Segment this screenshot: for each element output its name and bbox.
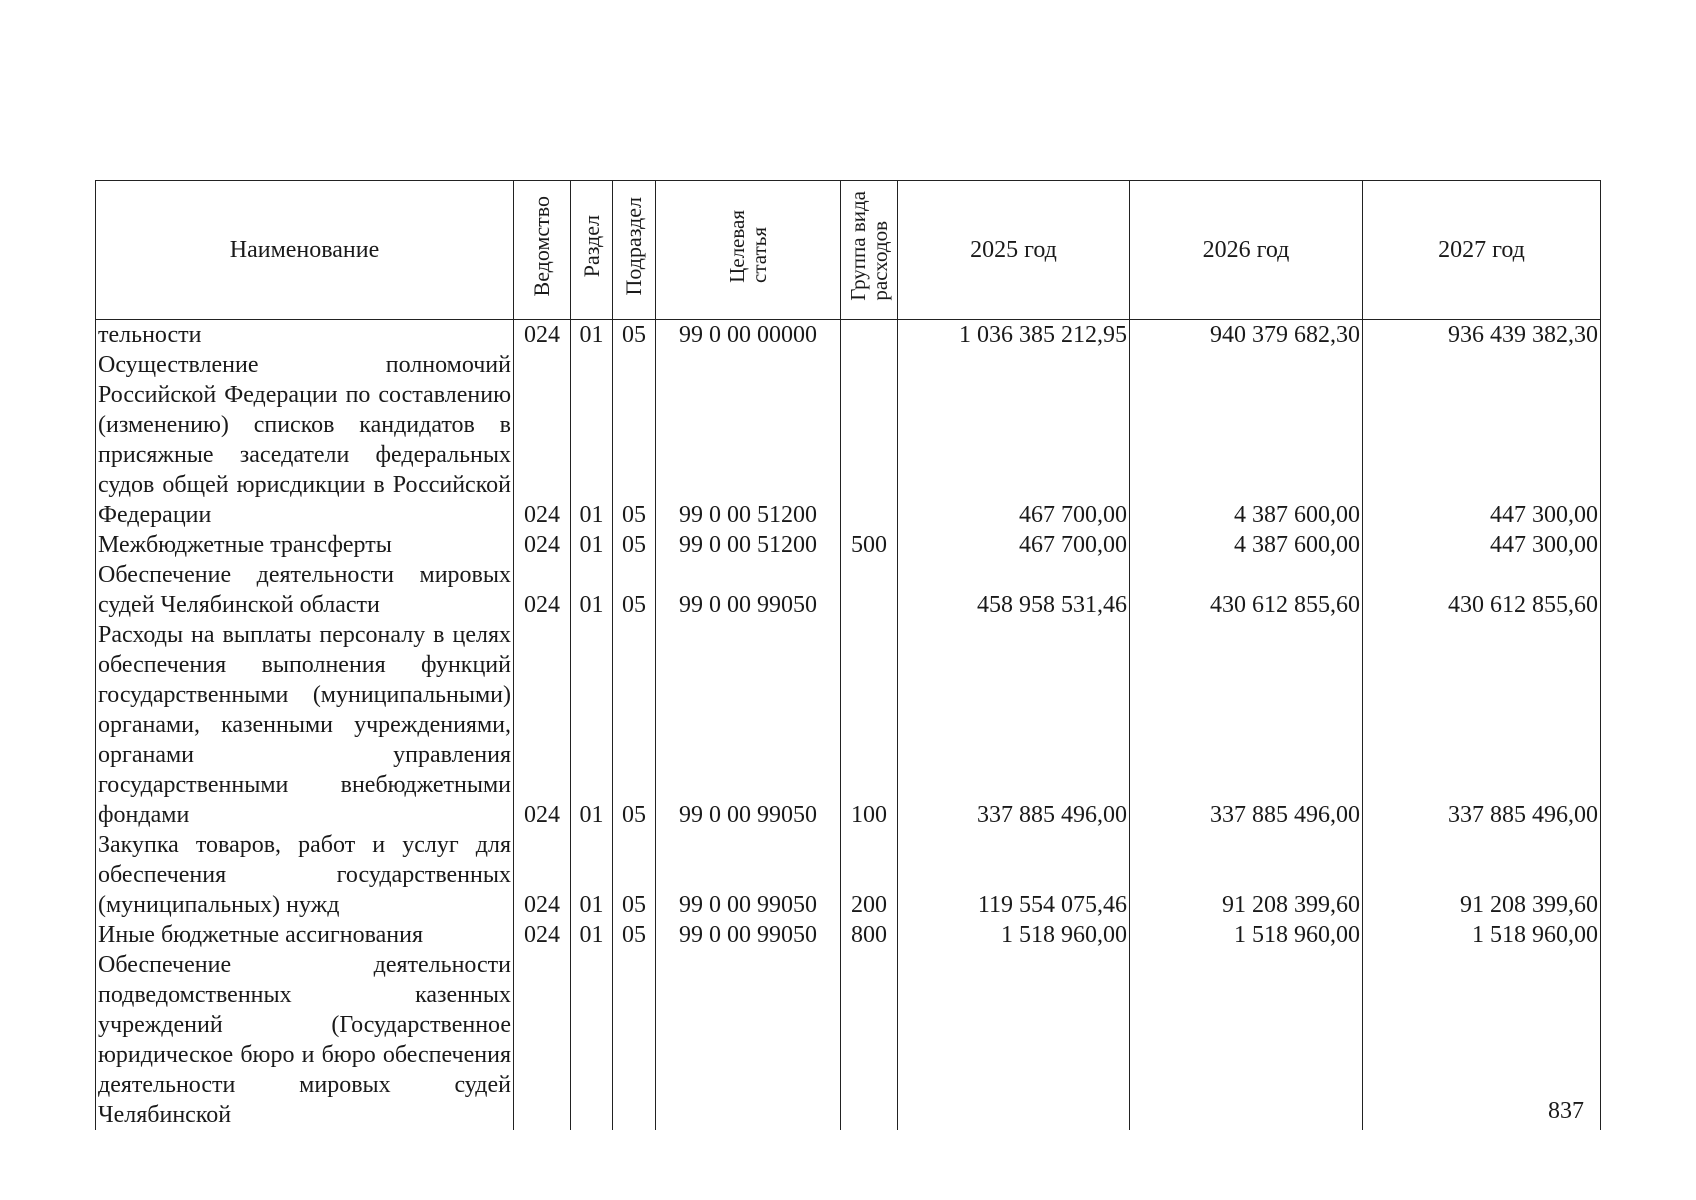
row-name: Обеспечение деятельности мировых судей Челябинской области [96, 560, 514, 620]
row-subsection: 05 [613, 320, 656, 351]
row-2025 [898, 950, 1130, 1130]
row-target [656, 950, 841, 1130]
header-group-line1: Группа вида [846, 191, 870, 301]
row-dept: 024 [514, 530, 571, 560]
row-subsection: 05 [613, 920, 656, 950]
header-target-line2: статья [747, 226, 771, 283]
header-2025: 2025 год [898, 181, 1130, 320]
row-dept: 024 [514, 320, 571, 351]
row-section [571, 950, 613, 1130]
row-2027: 1 518 960,00 [1363, 920, 1601, 950]
row-target: 99 0 00 99050 [656, 830, 841, 920]
header-2026: 2026 год [1130, 181, 1363, 320]
row-group: 800 [841, 920, 898, 950]
table-row [96, 530, 1601, 560]
row-2026: 940 379 682,30 [1130, 320, 1363, 351]
row-name: Обеспечение деятельности подведомственных казенных учреждений (Государственное юридическое бюро и бюро обеспечения деятельности мировых судей Челябинской [96, 950, 514, 1130]
row-target: 99 0 00 51200 [656, 530, 841, 560]
row-target: 99 0 00 99050 [656, 620, 841, 830]
row-dept: 024 [514, 560, 571, 620]
table-row [96, 950, 1601, 1130]
row-group: 500 [841, 530, 898, 560]
row-dept: 024 [514, 920, 571, 950]
header-2027: 2027 год [1363, 181, 1601, 320]
header-subsection [613, 181, 656, 320]
header-group-line2: расходов [868, 221, 892, 301]
table-row [96, 830, 1601, 920]
row-subsection: 05 [613, 350, 656, 530]
table-row [96, 920, 1601, 950]
table-row [96, 350, 1601, 530]
row-group: 100 [841, 620, 898, 830]
row-name: Осуществление полномочий Российской Федерации по составлению (изменению) списков кандидатов в присяжные заседатели федеральных судов общей юрисдикции в Российской Федерации [96, 350, 514, 530]
row-subsection: 05 [613, 830, 656, 920]
row-name: тельности [96, 320, 514, 351]
row-dept: 024 [514, 830, 571, 920]
row-target: 99 0 00 00000 [656, 320, 841, 351]
row-2026: 4 387 600,00 [1130, 350, 1363, 530]
row-dept: 024 [514, 620, 571, 830]
row-target: 99 0 00 51200 [656, 350, 841, 530]
row-2026: 430 612 855,60 [1130, 560, 1363, 620]
header-dept-label: Ведомство [529, 195, 554, 297]
row-group [841, 350, 898, 530]
row-2027: 447 300,00 [1363, 350, 1601, 530]
row-2026: 337 885 496,00 [1130, 620, 1363, 830]
header-name: Наименование [96, 181, 514, 320]
row-2027: 430 612 855,60 [1363, 560, 1601, 620]
row-section: 01 [571, 830, 613, 920]
header-dept [514, 181, 571, 320]
header-row [96, 181, 1601, 320]
row-section: 01 [571, 320, 613, 351]
row-2027: 936 439 382,30 [1363, 320, 1601, 351]
row-section: 01 [571, 560, 613, 620]
row-section: 01 [571, 620, 613, 830]
row-name: Расходы на выплаты персоналу в целях обеспечения выполнения функций государственными (муниципальными) органами, казенными учреждениями, органами управления государственными внебюджетными фондами [96, 620, 514, 830]
row-2025: 1 518 960,00 [898, 920, 1130, 950]
row-section: 01 [571, 920, 613, 950]
budget-table [95, 180, 1601, 1130]
row-subsection: 05 [613, 560, 656, 620]
row-target: 99 0 00 99050 [656, 920, 841, 950]
row-name: Межбюджетные трансферты [96, 530, 514, 560]
row-2027: 447 300,00 [1363, 530, 1601, 560]
row-subsection: 05 [613, 620, 656, 830]
header-section-label: Раздел [578, 214, 604, 278]
header-section [571, 181, 613, 320]
row-2025: 1 036 385 212,95 [898, 320, 1130, 351]
row-section: 01 [571, 350, 613, 530]
row-2025: 467 700,00 [898, 350, 1130, 530]
row-name: Иные бюджетные ассигнования [96, 920, 514, 950]
row-2025: 119 554 075,46 [898, 830, 1130, 920]
row-2026 [1130, 950, 1363, 1130]
row-2027: 91 208 399,60 [1363, 830, 1601, 920]
table-row [96, 320, 1601, 351]
table-row [96, 560, 1601, 620]
row-name: Закупка товаров, работ и услуг для обеспечения государственных (муниципальных) нужд [96, 830, 514, 920]
row-group [841, 320, 898, 351]
row-subsection [613, 950, 656, 1130]
row-2025: 337 885 496,00 [898, 620, 1130, 830]
row-dept: 024 [514, 350, 571, 530]
row-group: 200 [841, 830, 898, 920]
row-group [841, 950, 898, 1130]
row-section: 01 [571, 530, 613, 560]
table-row [96, 620, 1601, 830]
row-2026: 1 518 960,00 [1130, 920, 1363, 950]
row-2027: 337 885 496,00 [1363, 620, 1601, 830]
header-group [841, 181, 898, 320]
row-target: 99 0 00 99050 [656, 560, 841, 620]
row-2026: 91 208 399,60 [1130, 830, 1363, 920]
header-target-line1: Целевая [725, 209, 749, 283]
row-group [841, 560, 898, 620]
row-2025: 467 700,00 [898, 530, 1130, 560]
row-2026: 4 387 600,00 [1130, 530, 1363, 560]
header-subsection-label: Подраздел [621, 196, 646, 296]
page-number: 837 [1548, 1098, 1584, 1124]
row-subsection: 05 [613, 530, 656, 560]
row-dept [514, 950, 571, 1130]
row-2025: 458 958 531,46 [898, 560, 1130, 620]
header-target [656, 181, 841, 320]
